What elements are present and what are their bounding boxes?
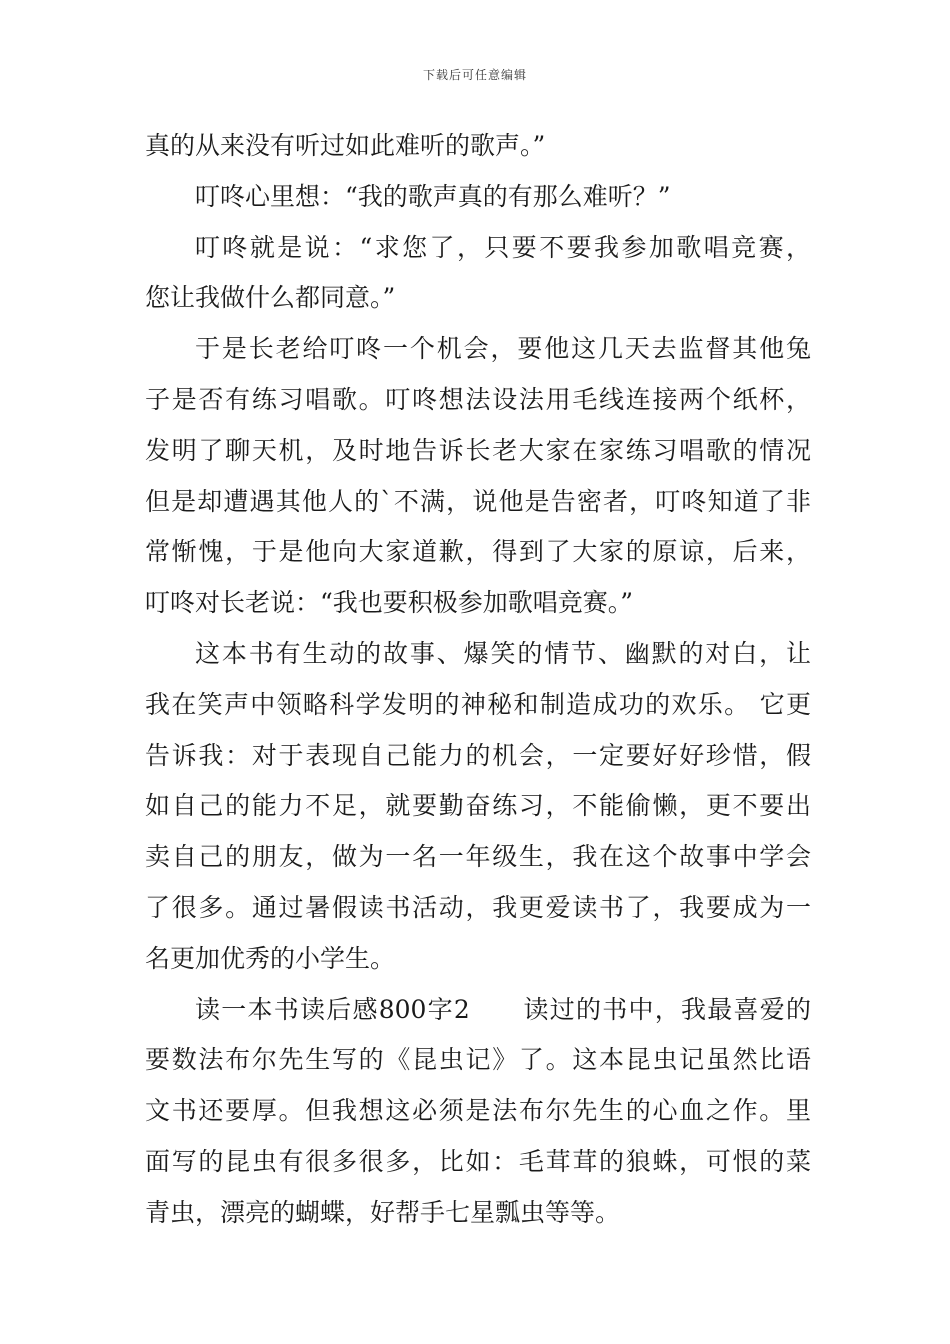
text-line: 您让我做什么都同意。” bbox=[145, 283, 396, 313]
text-line: 这本书有生动的故事、爆笑的情节、幽默的对白，让 bbox=[195, 638, 811, 668]
text-line: 要数法布尔先生写的《昆虫记》了。这本昆虫记虽然比语 bbox=[145, 1045, 811, 1075]
page-header: 下载后可任意编辑 bbox=[422, 68, 527, 82]
text-line: 青虫，漂亮的蝴蝶，好帮手七星瓢虫等等。 bbox=[145, 1197, 621, 1227]
text-line: 于是长老给叮咚一个机会，要他这几天去监督其他兔 bbox=[195, 334, 811, 364]
text-line: 叮咚就是说：“求您了，只要不要我参加歌唱竞赛， bbox=[195, 232, 811, 262]
text-line: 发明了聊天机，及时地告诉长老大家在家练习唱歌的情况 bbox=[145, 435, 811, 465]
text-line: 我在笑声中领略科学发明的神秘和制造成功的欢乐。 它更 bbox=[145, 689, 811, 719]
text-line: 叮咚对长老说：“我也要积极参加歌唱竞赛。” bbox=[145, 588, 634, 618]
text-line: 文书还要厚。但我想这必须是法布尔先生的心血之作。里 bbox=[145, 1096, 811, 1126]
text-line: 告诉我：对于表现自己能力的机会，一定要好好珍惜，假 bbox=[145, 740, 811, 770]
text-line: 卖自己的朋友，做为一名一年级生，我在这个故事中学会 bbox=[145, 842, 811, 872]
text-line: 了很多。通过暑假读书活动，我更爱读书了，我要成为一 bbox=[145, 892, 811, 922]
text-line: 面写的昆虫有很多很多，比如：毛茸茸的狼蛛，可恨的菜 bbox=[145, 1146, 811, 1176]
text-line: 读一本书读后感800字2 读过的书中，我最喜爱的 bbox=[195, 994, 811, 1024]
body-text bbox=[145, 121, 811, 1239]
text-line: 名更加优秀的小学生。 bbox=[145, 943, 396, 973]
text-line: 子是否有练习唱歌。叮咚想法设法用毛线连接两个纸杯， bbox=[145, 384, 811, 414]
text-line: 真的从来没有听过如此难听的歌声。” bbox=[145, 131, 546, 160]
text-line: 常惭愧，于是他向大家道歉，得到了大家的原谅，后来， bbox=[145, 537, 811, 567]
text-line: 如自己的能力不足，就要勤奋练习，不能偷懒，更不要出 bbox=[145, 791, 811, 821]
text-line: 叮咚心里想：“我的歌声真的有那么难听？” bbox=[195, 181, 671, 211]
text-line: 但是却遭遇其他人的`不满，说他是告密者，叮咚知道了非 bbox=[145, 486, 811, 516]
